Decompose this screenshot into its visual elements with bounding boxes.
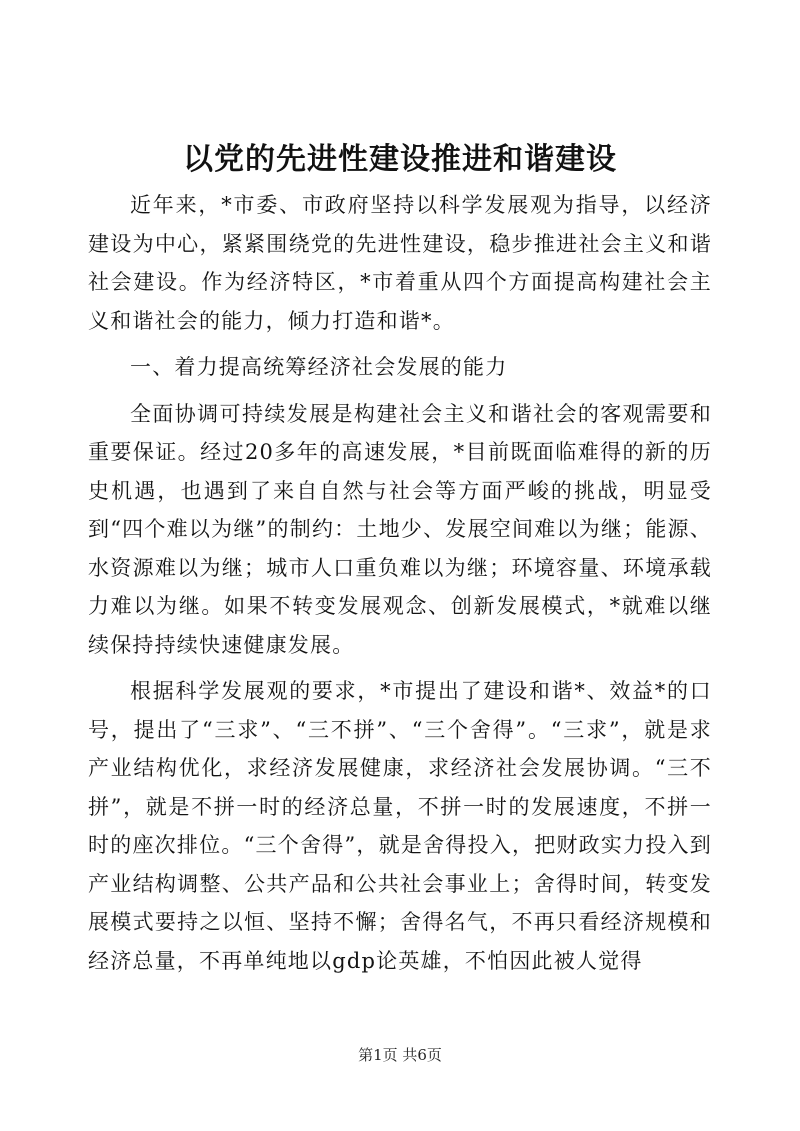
paragraph-intro: 近年来，*市委、市政府坚持以科学发展观为指导，以经济建设为中心，紧紧围绕党的先进性建设，稳步推进社会主义和谐社会建设。作为经济特区，*市着重从四个方面提高构建社会主义和谐社会的能力，倾力打造和谐*。: [88, 193, 712, 333]
section-heading-1: 一、着力提高统筹经济社会发展的能力: [130, 355, 508, 379]
paragraph-scientific-development: 根据科学发展观的要求，*市提出了建设和谐*、效益*的口号，提出了“三求”、“三不拼”、“三个舍得”。“三求”，就是求产业结构优化，求经济发展健康，求经济社会发展协调。“三不拼”，就是不拼一时的经济总量，不拼一时的发展速度，不拼一时的座次排位。“三个舍得”，就是舍得投入，把财政实力投入到产业结构调整、公共产品和公共社会事业上；舍得时间，转变发展模式要持之以恒、坚持不懈；舍得名气，不再只看经济规模和经济总量，不再单纯地以gdp论英雄，不怕因此被人觉得: [88, 679, 712, 973]
paragraph-sustainable-development: 全面协调可持续发展是构建社会主义和谐社会的客观需要和重要保证。经过20多年的高速发展，*目前既面临难得的新的历史机遇，也遇到了来自自然与社会等方面严峻的挑战，明显受到“四个难以为继”的制约：土地少、发展空间难以为继；能源、水资源难以为继；城市人口重负难以为继；环境容量、环境承载力难以为继。如果不转变发展观念、创新发展模式，*就难以继续保持持续快速健康发展。: [88, 401, 712, 657]
page-number-footer: 第1页 共6页: [358, 1046, 442, 1064]
document-body: [88, 186, 712, 980]
document-title: 以党的先进性建设推进和谐建设: [183, 142, 617, 177]
